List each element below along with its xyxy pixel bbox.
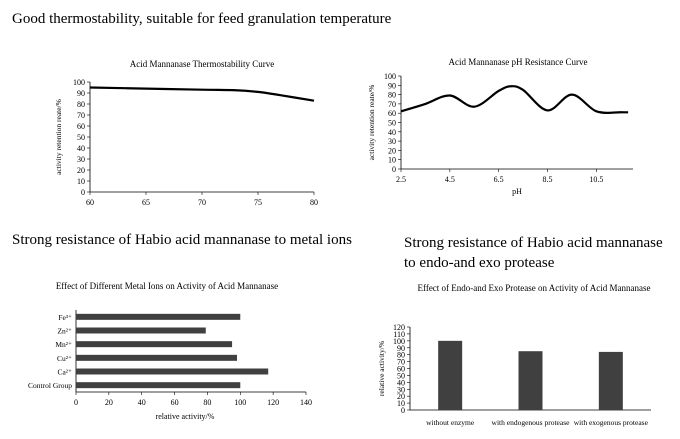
metal-bar	[76, 355, 237, 361]
heading-protease-line2: to endo-and exo protease	[404, 255, 555, 271]
thermo-y-tick-label: 40	[77, 144, 85, 153]
metal-x-tick-label: 0	[74, 398, 78, 407]
protease-bar	[438, 341, 462, 410]
metal-bar	[76, 341, 232, 347]
metal-x-tick-label: 40	[137, 398, 146, 407]
ph-x-tick-label: 6.5	[493, 175, 504, 184]
thermo-x-tick-label: 65	[142, 198, 150, 207]
thermo-y-tick-label: 70	[77, 111, 85, 120]
ph-y-tick-label: 50	[388, 118, 396, 128]
protease-y-tick-label: 100	[393, 336, 405, 346]
ph-y-tick-label: 70	[388, 99, 396, 109]
thermo-y-tick-label: 60	[77, 122, 85, 131]
protease-bar	[519, 351, 543, 410]
metal-bar	[76, 328, 206, 334]
protease-y-tick-label: 40	[397, 378, 405, 388]
protease-y-tick-label: 20	[397, 392, 405, 402]
ph-y-tick-label: 10	[388, 155, 396, 165]
heading-protease-line1: Strong resistance of Habio acid mannanase	[404, 235, 663, 251]
thermo-series-line	[90, 88, 314, 101]
protease-y-tick-label: 80	[397, 350, 405, 360]
protease-y-tick-label: 70	[397, 357, 405, 367]
thermo-x-tick-label: 75	[254, 198, 262, 207]
thermo-y-axis-label: activity retention reate/%	[54, 99, 63, 175]
ph-x-tick-label: 4.5	[444, 175, 455, 184]
protease-y-tick-label: 120	[393, 323, 405, 332]
ph-x-tick-label: 10.5	[589, 175, 604, 184]
thermo-y-tick-label: 0	[81, 188, 85, 197]
protease-bar	[599, 352, 623, 410]
ph-chart-title: Acid Mannanase pH Resistance Curve	[448, 57, 588, 67]
thermo-y-tick-label: 20	[77, 166, 85, 175]
ph-x-tick-label: 8.5	[542, 175, 553, 184]
ph-y-tick-label: 20	[388, 146, 396, 156]
metal-category-label: Control Group	[28, 381, 72, 391]
ph-y-tick-label: 90	[388, 81, 396, 91]
protease-y-tick-label: 60	[397, 364, 405, 374]
thermo-y-tick-label: 10	[77, 177, 85, 186]
protease-y-tick-label: 10	[397, 399, 405, 409]
thermo-x-tick-label: 70	[198, 198, 206, 207]
heading-thermostability: Good thermostability, suitable for feed granulation temperature	[12, 11, 392, 27]
protease-y-tick-label: 110	[393, 329, 405, 339]
metal-x-tick-label: 100	[234, 398, 247, 407]
protease-y-tick-label: 50	[397, 371, 405, 381]
protease-y-tick-label: 0	[401, 406, 405, 415]
ph-y-tick-label: 0	[392, 165, 396, 174]
metal-x-tick-label: 120	[267, 398, 280, 407]
metal-category-label: Zn²⁺	[57, 326, 72, 336]
heading-metal-ions: Strong resistance of Habio acid mannanase to metal ions	[12, 232, 352, 248]
ph-x-tick-label: 2.5	[396, 175, 406, 184]
protease-chart-title: Effect of Endo-and Exo Protease on Activity of Acid Mannanase	[417, 283, 651, 293]
protease-category-label: with endogenous protease	[491, 418, 570, 427]
metal-bar	[76, 369, 268, 375]
ph-y-tick-label: 60	[388, 109, 396, 119]
thermo-y-tick-label: 30	[77, 155, 85, 164]
metal-category-label: Cu²⁺	[57, 353, 72, 363]
metal-x-axis-label: relative activity/%	[155, 412, 215, 421]
protease-category-label: with exogenous protease	[573, 418, 648, 427]
ph-y-tick-label: 80	[388, 90, 396, 100]
ph-y-tick-label: 100	[384, 72, 396, 81]
ph-y-axis-label: activity retention reate/%	[367, 84, 376, 161]
metal-category-label: Ca²⁺	[57, 367, 72, 377]
thermo-y-tick-label: 80	[77, 100, 85, 109]
metal-category-label: Mn²⁺	[55, 340, 72, 350]
metal-chart-title: Effect of Different Metal Ions on Activity of Acid Mannanase	[55, 281, 279, 291]
ph-series-line	[401, 86, 628, 113]
thermo-x-tick-label: 60	[86, 198, 94, 207]
thermo-y-tick-label: 50	[77, 133, 85, 142]
metal-x-tick-label: 140	[300, 398, 312, 407]
metal-bar	[76, 382, 240, 388]
protease-y-tick-label: 90	[397, 343, 405, 353]
thermo-chart-title: Acid Mannanase Thermostability Curve	[129, 59, 275, 69]
metal-x-tick-label: 20	[104, 398, 113, 407]
thermo-y-tick-label: 100	[73, 78, 85, 87]
metal-x-tick-label: 80	[203, 398, 212, 407]
ph-y-tick-label: 30	[388, 137, 396, 147]
metal-x-tick-label: 60	[170, 398, 179, 407]
ph-x-axis-label: pH	[512, 187, 522, 196]
ph-y-tick-label: 40	[388, 127, 396, 137]
metal-category-label: Fe³⁺	[58, 312, 72, 322]
thermo-x-tick-label: 80	[310, 198, 318, 207]
protease-y-axis-label: relative activity/%	[377, 340, 386, 397]
thermo-y-tick-label: 90	[77, 89, 85, 98]
protease-category-label: without enzyme	[426, 418, 475, 427]
metal-bar	[76, 314, 240, 320]
protease-y-tick-label: 30	[397, 385, 405, 395]
